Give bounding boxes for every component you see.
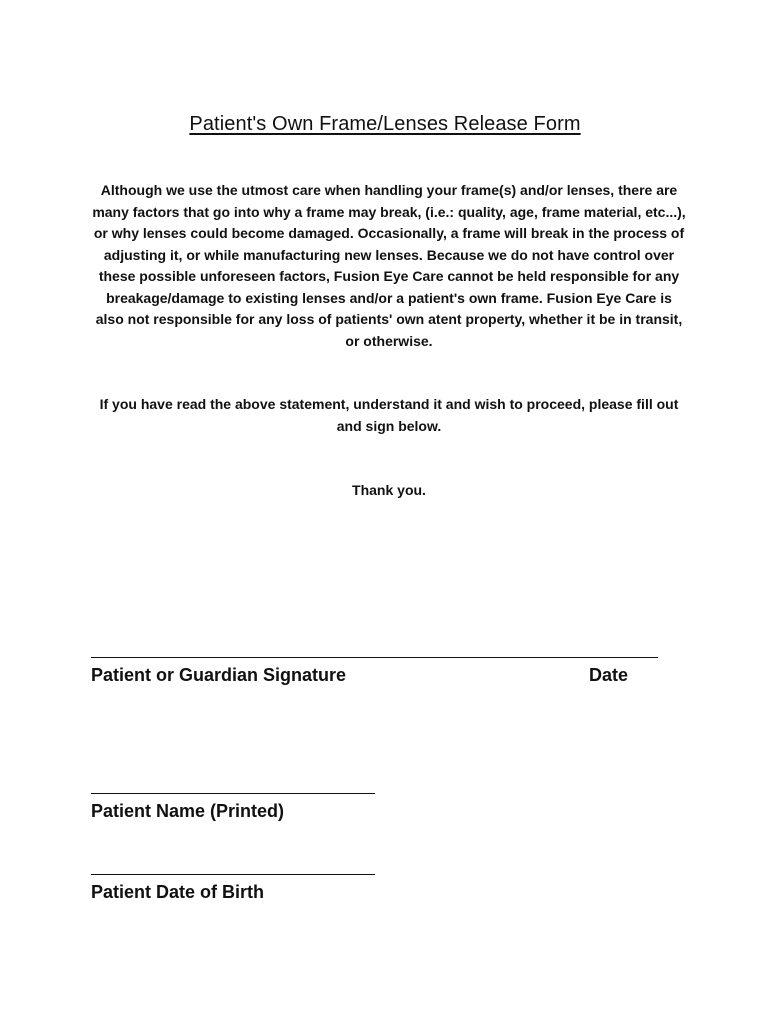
form-title: Patient's Own Frame/Lenses Release Form xyxy=(189,113,581,135)
date-of-birth-line[interactable] xyxy=(91,874,375,875)
instruction-paragraph: If you have read the above statement, understand it and wish to proceed, please fill out and sign below. xyxy=(99,396,679,434)
date-of-birth-label: Patient Date of Birth xyxy=(91,882,265,902)
signature-label: Patient or Guardian Signature xyxy=(91,665,347,685)
thank-you-text: Thank you. xyxy=(352,482,426,498)
printed-name-label: Patient Name (Printed) xyxy=(91,801,285,821)
date-label: Date xyxy=(589,665,629,685)
disclaimer-paragraph: Although we use the utmost care when handling your frame(s) and/or lenses, there are many factors that go into why a frame may break, (i.e.: quality, age, frame material, etc...), or why lenses could become damaged. Occasionally, a frame will break in the process of adjusting it, or while manufacturing new lenses. Because we do not have control over these possible unforeseen factors, Fusion Eye Care cannot be held responsible for any breakage/damage to existing lenses and/or a patient's own frame. Fusion Eye Care is also not responsible for any loss of patients' own atent property, whether it be in transit, or otherwise. xyxy=(92,182,686,349)
printed-name-line[interactable] xyxy=(91,793,375,794)
signature-line[interactable] xyxy=(91,657,658,658)
